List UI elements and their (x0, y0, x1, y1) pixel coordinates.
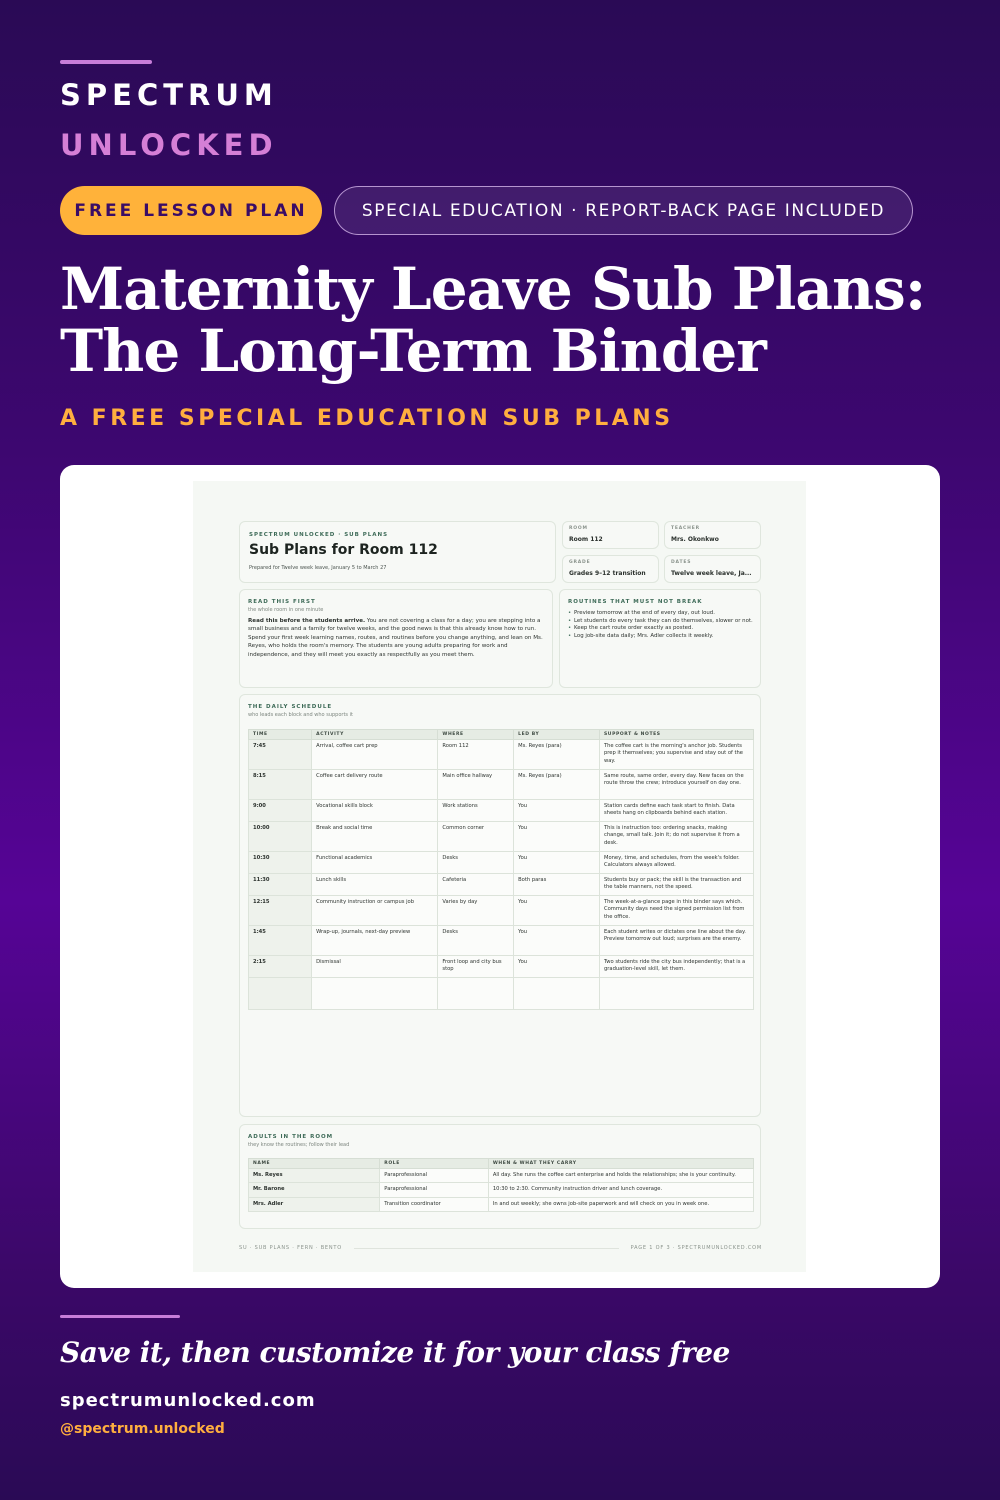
col-role: ROLE (380, 1159, 489, 1169)
cell-role: Paraprofessional (380, 1183, 489, 1197)
cell-time: 12:15 (249, 896, 312, 926)
routines-kicker: ROUTINES THAT MUST NOT BREAK (568, 599, 703, 605)
cell-activity: Vocational skills block (312, 800, 438, 822)
cell-time: 9:00 (249, 800, 312, 822)
cell-time: 7:45 (249, 740, 312, 770)
cell-when: In and out weekly; she owns job-site paperwork and will check on you in week one. (488, 1197, 753, 1211)
cell-role: Transition coordinator (380, 1197, 489, 1211)
cell-where: Main office hallway (438, 770, 514, 800)
cell-when: All day. She runs the coffee cart enterprise and holds the relationships; she is your continuity. (488, 1169, 753, 1183)
cell-led-by: You (514, 852, 600, 874)
top-accent-rule (60, 60, 152, 64)
adults-sub: they know the routines; follow their lead (248, 1142, 350, 1148)
routine-item: • Let students do every task they can do themselves, slower or not. (568, 618, 756, 626)
cell-activity: Community instruction or campus job (312, 896, 438, 926)
cell-notes: Two students ride the city bus independently; that is a graduation-level skill, let them. (599, 956, 753, 978)
adults-header-row (249, 1159, 754, 1169)
page-title-line2: The Long-Term Binder (60, 317, 766, 385)
document-preview (193, 481, 806, 1272)
cell-empty (599, 978, 753, 1010)
free-lesson-plan-badge: FREE LESSON PLAN (60, 186, 322, 235)
read-first-text: You are not covering a class for a day; you are stepping into a small business and a family for twelve weeks, and the good news is that this already know how to run. Spend your first week learning names, routes, and routines before you change anything, and lean on Ms. Reyes, who holds the room's memory. The students are young adults preparing for work and independence, and they will meet you exactly as respectfully as you meet them. (248, 618, 543, 658)
cell-where: Desks (438, 926, 514, 956)
category-badge: SPECIAL EDUCATION · REPORT-BACK PAGE INCLUDED (334, 186, 913, 235)
meta-teacher (664, 521, 761, 549)
table-row (249, 770, 754, 800)
meta-dates-value: Twelve week leave, Ja... (671, 570, 752, 577)
meta-grade-value: Grades 9–12 transition (569, 570, 646, 577)
cell-name: Ms. Reyes (249, 1169, 380, 1183)
cell-time: 2:15 (249, 956, 312, 978)
cell-where: Room 112 (438, 740, 514, 770)
schedule-kicker: THE DAILY SCHEDULE (248, 704, 333, 710)
cell-activity: Break and social time (312, 822, 438, 852)
cell-time: 11:30 (249, 874, 312, 896)
cell-led-by: You (514, 956, 600, 978)
cell-activity: Wrap-up, journals, next-day preview (312, 926, 438, 956)
page-title-line1: Maternity Leave Sub Plans: (60, 255, 926, 323)
table-row (249, 1197, 754, 1211)
cell-where: Varies by day (438, 896, 514, 926)
schedule-table (248, 729, 754, 1010)
adults-kicker: ADULTS IN THE ROOM (248, 1134, 334, 1140)
cell-where: Desks (438, 852, 514, 874)
cell-led-by: You (514, 926, 600, 956)
read-first-lead: Read this before the students arrive. (248, 618, 366, 624)
cell-notes: Each student writes or dictates one line about the day. Preview tomorrow out loud; surprises are the enemy. (599, 926, 753, 956)
routine-item: • Preview tomorrow at the end of every day, out loud. (568, 610, 756, 618)
cell-activity: Coffee cart delivery route (312, 770, 438, 800)
read-first-body (248, 617, 546, 659)
cell-activity: Arrival, coffee cart prep (312, 740, 438, 770)
doc-footer-right: PAGE 1 OF 3 · SPECTRUMUNLOCKED.COM (630, 1245, 762, 1251)
brand-wordmark-line2: UNLOCKED (60, 128, 278, 162)
cell-notes: Station cards define each task start to finish. Data sheets hang on clipboards behind each station. (599, 800, 753, 822)
routines-box (559, 589, 761, 688)
doc-footer (239, 1245, 762, 1251)
table-row (249, 740, 754, 770)
cell-led-by: Ms. Reyes (para) (514, 770, 600, 800)
doc-title: Sub Plans for Room 112 (249, 542, 438, 558)
col-notes: SUPPORT & NOTES (599, 730, 753, 740)
table-row (249, 926, 754, 956)
doc-footer-left: SU · SUB PLANS · FERN · BENTO (239, 1245, 343, 1251)
cell-where: Common corner (438, 822, 514, 852)
table-row (249, 1183, 754, 1197)
cell-where: Front loop and city bus stop (438, 956, 514, 978)
cell-empty (249, 978, 312, 1010)
read-first-kicker: READ THIS FIRST (248, 599, 316, 605)
col-when: WHEN & WHAT THEY CARRY (488, 1159, 753, 1169)
meta-room (562, 521, 659, 549)
read-this-first-box (239, 589, 553, 688)
adults-box (239, 1124, 761, 1229)
cell-led-by: You (514, 800, 600, 822)
cell-where: Cafeteria (438, 874, 514, 896)
col-where: WHERE (438, 730, 514, 740)
table-row (249, 852, 754, 874)
website-link[interactable]: spectrumunlocked.com (60, 1390, 316, 1411)
doc-prepared-for: Prepared for Twelve week leave, January 5 to March 27 (249, 565, 387, 571)
cell-empty (514, 978, 600, 1010)
meta-grade-label: GRADE (569, 560, 591, 565)
cell-empty (312, 978, 438, 1010)
cell-notes: Students buy or pack; the skill is the transaction and the table manners, not the speed. (599, 874, 753, 896)
cell-activity: Lunch skills (312, 874, 438, 896)
schedule-header-row (249, 730, 754, 740)
page-subtitle: A FREE SPECIAL EDUCATION SUB PLANS (60, 406, 674, 431)
table-row (249, 822, 754, 852)
cell-time: 1:45 (249, 926, 312, 956)
meta-teacher-value: Mrs. Okonkwo (671, 536, 719, 543)
table-row (249, 956, 754, 978)
col-led-by: LED BY (514, 730, 600, 740)
table-row (249, 800, 754, 822)
cell-led-by: Both paras (514, 874, 600, 896)
cell-notes: The week-at-a-glance page in this binder says which. Community days need the signed permission list from the office. (599, 896, 753, 926)
cell-activity: Dismissal (312, 956, 438, 978)
meta-dates (664, 555, 761, 583)
bottom-accent-rule (60, 1315, 180, 1318)
routine-item: • Keep the cart route order exactly as posted. (568, 625, 756, 633)
read-first-sub: the whole room in one minute (248, 607, 324, 613)
cell-role: Paraprofessional (380, 1169, 489, 1183)
social-handle[interactable]: @spectrum.unlocked (60, 1421, 225, 1437)
adults-table (248, 1158, 754, 1212)
cell-led-by: Ms. Reyes (para) (514, 740, 600, 770)
page-title (60, 255, 960, 385)
col-time: TIME (249, 730, 312, 740)
cell-name: Mrs. Adler (249, 1197, 380, 1211)
schedule-sub: who leads each block and who supports it (248, 712, 353, 718)
routines-list (568, 610, 756, 640)
cell-activity: Functional academics (312, 852, 438, 874)
daily-schedule-box (239, 694, 761, 1117)
brand-wordmark-line1: SPECTRUM (60, 78, 278, 112)
table-row (249, 1169, 754, 1183)
cell-name: Mr. Barone (249, 1183, 380, 1197)
doc-header-box (239, 521, 556, 583)
cell-time: 8:15 (249, 770, 312, 800)
cell-notes: Money, time, and schedules, from the week's folder. Calculators always allowed. (599, 852, 753, 874)
meta-dates-label: DATES (671, 560, 692, 565)
table-row-empty (249, 978, 754, 1010)
cell-empty (438, 978, 514, 1010)
cell-led-by: You (514, 896, 600, 926)
call-to-action: Save it, then customize it for your class free (60, 1336, 730, 1369)
cell-notes: The coffee cart is the morning's anchor job. Students prep it themselves; you supervise and stay out of the way. (599, 740, 753, 770)
cell-notes: Same route, same order, every day. New faces on the route throw the crew; introduce yourself on day one. (599, 770, 753, 800)
table-row (249, 896, 754, 926)
cell-time: 10:00 (249, 822, 312, 852)
col-activity: ACTIVITY (312, 730, 438, 740)
table-row (249, 874, 754, 896)
preview-card (60, 465, 940, 1288)
meta-room-label: ROOM (569, 526, 588, 531)
cell-time: 10:30 (249, 852, 312, 874)
meta-teacher-label: TEACHER (671, 526, 700, 531)
meta-grade (562, 555, 659, 583)
cell-notes: This is instruction too: ordering snacks, making change, small talk. Join it; do not supervise it from a desk. (599, 822, 753, 852)
doc-kicker: SPECTRUM UNLOCKED · SUB PLANS (249, 532, 389, 538)
cell-when: 10:30 to 2:30. Community instruction driver and lunch coverage. (488, 1183, 753, 1197)
cell-led-by: You (514, 822, 600, 852)
doc-footer-rule (354, 1248, 619, 1249)
routine-item: • Log job-site data daily; Mrs. Adler collects it weekly. (568, 633, 756, 641)
col-name: NAME (249, 1159, 380, 1169)
meta-room-value: Room 112 (569, 536, 603, 543)
cell-where: Work stations (438, 800, 514, 822)
